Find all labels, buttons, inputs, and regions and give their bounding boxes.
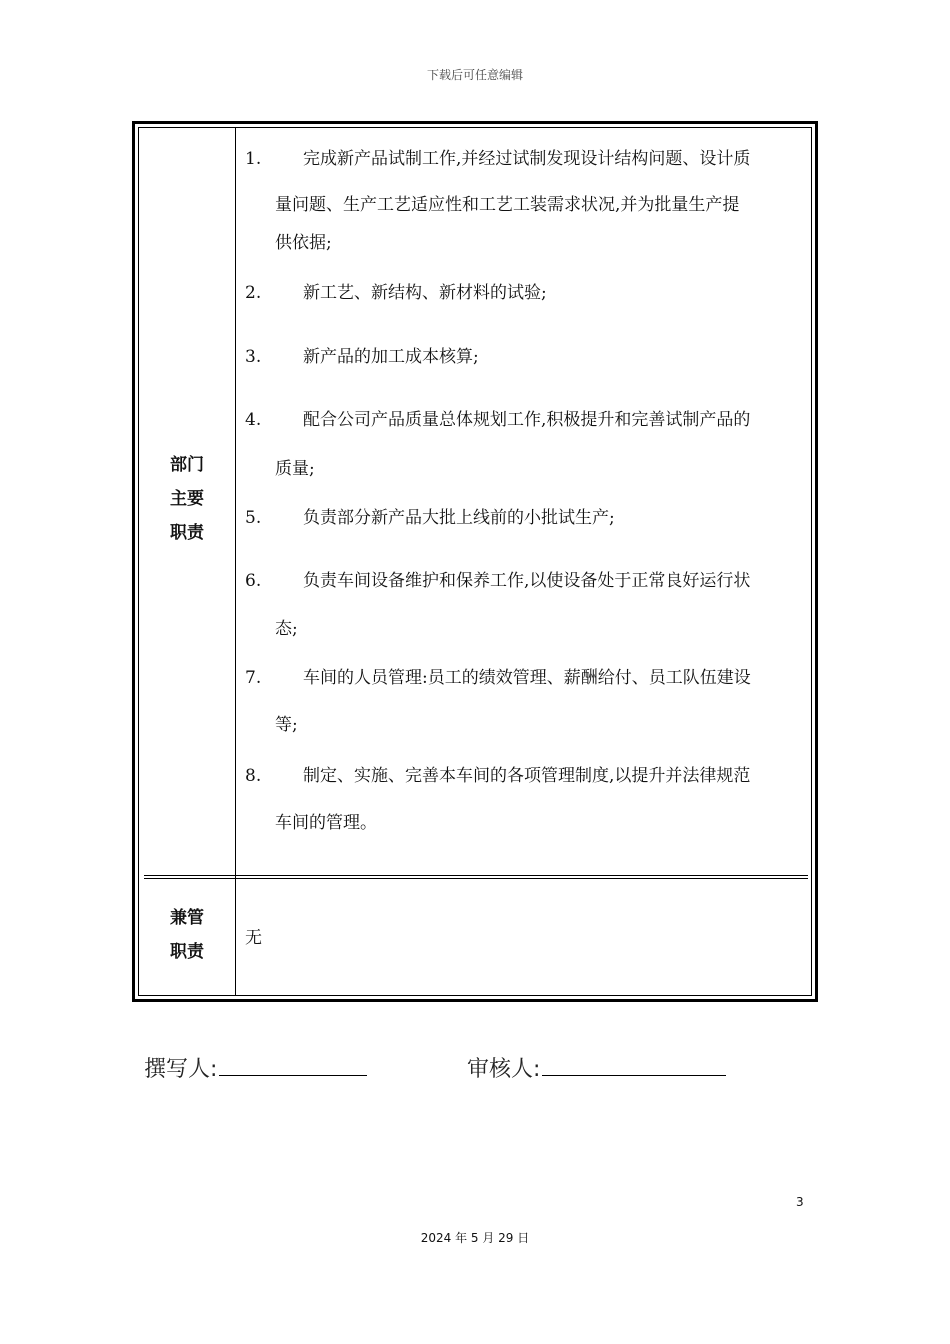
main-duties-label: 部门 主要 职责 <box>170 455 204 543</box>
secondary-duties-label: 兼管 职责 <box>170 908 204 962</box>
row-divider <box>144 875 808 876</box>
secondary-duties-value: 无 <box>245 928 262 948</box>
header-note: 下载后可任意编辑 <box>426 68 523 82</box>
reviewer-signature <box>467 1052 726 1083</box>
footer-date: 2024 年 5 月 29 日 <box>420 1231 530 1245</box>
author-label: 撰写人: <box>144 1057 218 1082</box>
reviewer-signature-line[interactable] <box>542 1055 726 1076</box>
duties-table <box>132 121 818 1002</box>
author-signature-line[interactable] <box>219 1055 367 1076</box>
page-number: 3 <box>796 1195 804 1209</box>
reviewer-label: 审核人: <box>467 1057 541 1082</box>
author-signature <box>144 1052 367 1083</box>
row-divider-double <box>144 878 808 879</box>
table-inner-border: 部门 主要 职责 1. 完成新产品试制工作,并经过试制发现设计结构问题、设计质 量问题、生产工艺适应性和工艺工装需求状况,并为批量生产提 供依据; 2. 新工艺、新结构、新材料的试验; 3. 新产品的加工成本核算; 4. 配合公司产品质量总体规划工作,积极提升和完善试制产品的 质量; 5. 负责部分新产品大批上线前的小批试生产; 6. 负责车间设备维护和保养工作,以使设备处于正常良好运行状 态; 7. 车间的人员管理:员工的绩效管理、薪酬给付、员工队伍建设 等; 8. 制定、实施、完善本车间的各项管理制度,以提升并法律规范 车间的管理。 兼管 职责 无 <box>138 127 812 996</box>
column-divider <box>235 128 236 995</box>
